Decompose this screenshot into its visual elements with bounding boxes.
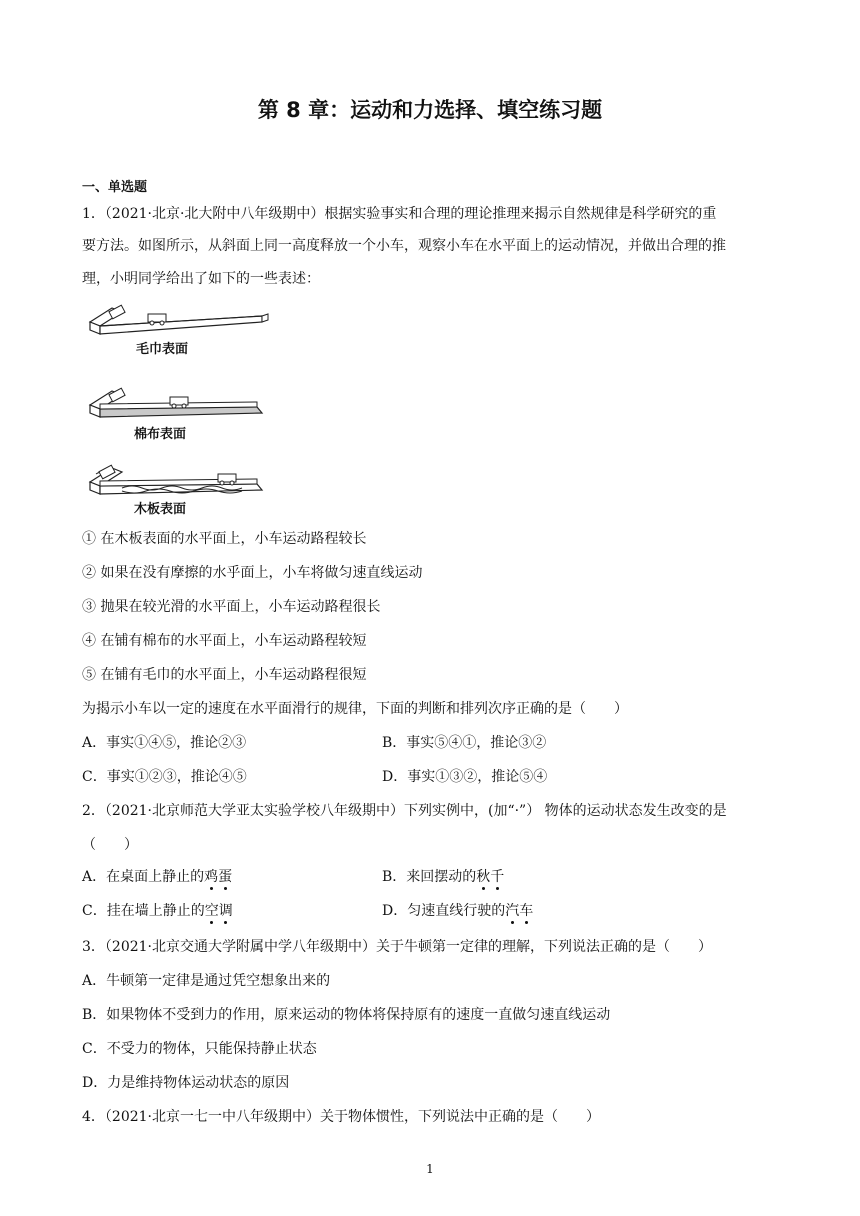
- figure-wood-surface: [82, 460, 272, 517]
- q2-option-b-dotted-2: 千: [490, 869, 505, 885]
- q2-option-b[interactable]: [382, 866, 504, 886]
- q1-statement-1: ① 在木板表面的水平面上，小车运动路程较长: [82, 531, 367, 547]
- q2-option-a[interactable]: [82, 866, 232, 886]
- q1-question: 为揭示小车以一定的速度在水平面滑行的规律，下面的判断和排列次序正确的是（ ）: [82, 701, 628, 717]
- figure-label-wood: 木板表面: [134, 502, 187, 517]
- q2-option-c-dotted-2: 调: [218, 903, 233, 919]
- q1-line-1: 1．（2021·北京·北大附中八年级期中）根据实验事实和合理的理论推理来揭示自然规律是科学研究的重: [82, 206, 717, 222]
- figure-label-towel: 毛巾表面: [136, 342, 189, 357]
- q2-option-b-text: B．来回摆动的: [382, 869, 477, 885]
- figure-label-cotton: 棉布表面: [134, 427, 187, 442]
- figure-towel-surface: [82, 300, 272, 357]
- q2-option-a-text: A．在桌面上静止的: [82, 869, 205, 885]
- q2-option-c[interactable]: [82, 900, 233, 920]
- q2-line-1: 2．（2021·北京师范大学亚太实验学校八年级期中）下列实例中，(加“·”） 物体的运动状态发生改变的是: [82, 803, 727, 819]
- q3-option-b[interactable]: B．如果物体不受到力的作用，原来运动的物体将保持原有的速度一直做匀速直线运动: [82, 1007, 611, 1023]
- q2-option-d[interactable]: [382, 900, 533, 920]
- q1-statement-3: ③ 抛果在较光滑的水平面上，小车运动路程很长: [82, 599, 381, 615]
- q2-line-2: （ ）: [82, 837, 138, 853]
- page-number: 1: [426, 1162, 434, 1176]
- figure-cotton-surface: [82, 383, 272, 442]
- q1-option-c[interactable]: C．事实①②③，推论④⑤: [82, 769, 247, 785]
- q3-line-1: 3．（2021·北京交通大学附属中学八年级期中）关于牛顿第一定律的理解，下列说法正确的是（ ）: [82, 939, 712, 955]
- q2-option-c-dotted-1: 空: [204, 903, 219, 919]
- q1-option-d[interactable]: D．事实①③②，推论⑤④: [382, 769, 548, 785]
- q2-option-c-text: C．挂在墙上静止的: [82, 903, 205, 919]
- cotton-ramp-illustration: [82, 383, 272, 423]
- q2-option-a-dotted-2: 蛋: [218, 869, 233, 885]
- q1-statement-4: ④ 在铺有棉布的水平面上，小车运动路程较短: [82, 633, 367, 649]
- q1-statement-5: ⑤ 在铺有毛巾的水平面上，小车运动路程很短: [82, 667, 367, 683]
- section-heading: 一、单选题: [82, 180, 148, 195]
- q2-option-d-text: D．匀速直线行驶的: [382, 903, 506, 919]
- q3-option-a[interactable]: A．牛顿第一定律是通过凭空想象出来的: [82, 973, 331, 989]
- q1-line-2: 要方法。如图所示，从斜面上同一高度释放一个小车，观察小车在水平面上的运动情况，并做出合理的推: [82, 238, 726, 254]
- q3-option-c[interactable]: C．不受力的物体，只能保持静止状态: [82, 1041, 317, 1057]
- q3-option-d[interactable]: D．力是维持物体运动状态的原因: [82, 1075, 290, 1091]
- q2-option-a-dotted-1: 鸡: [204, 869, 219, 885]
- q2-option-d-dotted-2: 车: [519, 903, 534, 919]
- q1-statement-2: ② 如果在没有摩擦的水乎面上，小车将做匀速直线运动: [82, 565, 423, 581]
- q2-option-b-dotted-1: 秋: [476, 869, 491, 885]
- q1-option-b[interactable]: B．事实⑤④①，推论③②: [382, 735, 547, 751]
- q1-line-3: 理，小明同学给出了如下的一些表述：: [82, 271, 320, 287]
- towel-ramp-illustration: [82, 300, 272, 340]
- q2-option-d-dotted-1: 汽: [505, 903, 520, 919]
- page-title: 第 8 章：运动和力选择、填空练习题: [257, 98, 603, 122]
- q1-option-a[interactable]: A．事实①④⑤，推论②③: [82, 735, 247, 751]
- q4-line-1: 4．（2021·北京一七一中八年级期中）关于物体惯性，下列说法中正确的是（ ）: [82, 1109, 600, 1125]
- wood-ramp-illustration: [82, 460, 272, 500]
